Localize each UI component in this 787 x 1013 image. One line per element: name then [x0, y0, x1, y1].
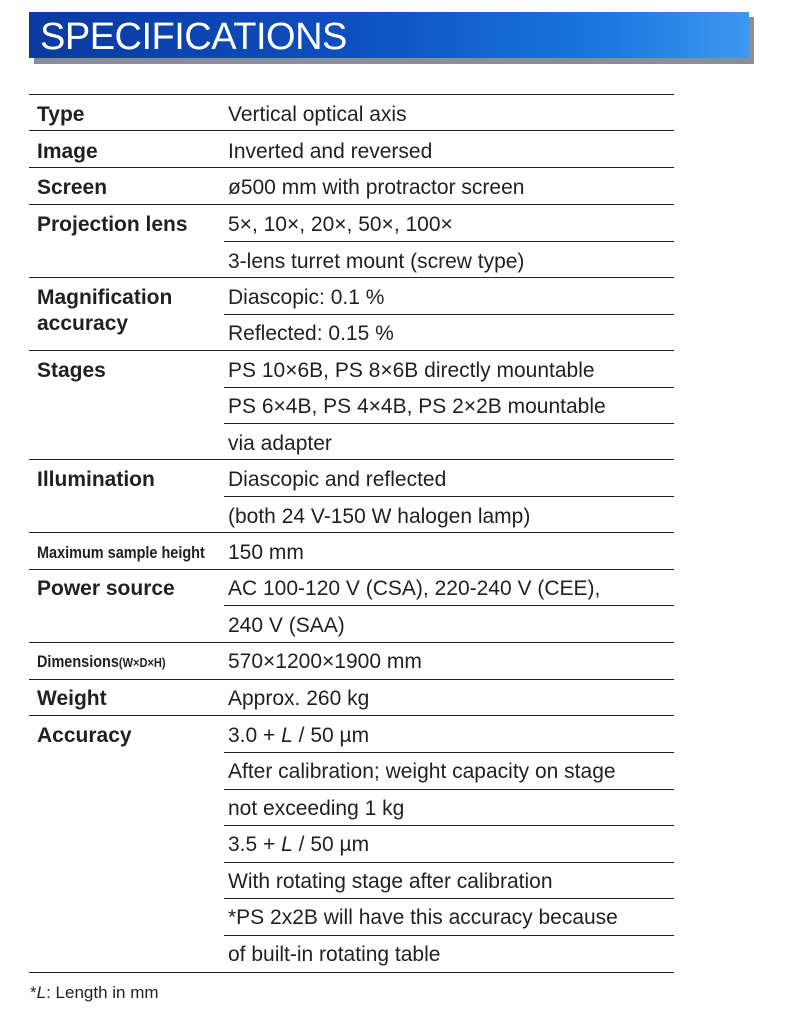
spec-label-magnification-line2: accuracy — [37, 312, 129, 335]
value-divider — [224, 752, 674, 753]
spec-value: 570×1200×1900 mm — [228, 650, 422, 673]
spec-value: PS 6×4B, PS 4×4B, PS 2×2B mountable — [228, 395, 606, 418]
spec-label-magnification: Magnification — [37, 286, 173, 309]
spec-value: 5×, 10×, 20×, 50×, 100× — [228, 213, 453, 236]
value-divider — [224, 496, 674, 497]
spec-value: (both 24 V-150 W halogen lamp) — [228, 505, 531, 528]
spec-value: Vertical optical axis — [228, 103, 407, 126]
spec-label-screen: Screen — [37, 176, 108, 199]
spec-label-weight: Weight — [37, 687, 107, 710]
footnote-text: : Length in mm — [46, 983, 159, 1002]
value-divider — [224, 605, 674, 606]
spec-label-power-source: Power source — [37, 577, 175, 600]
formula-variable: L — [281, 724, 293, 747]
spec-value: With rotating stage after calibration — [228, 870, 553, 893]
value-divider — [224, 825, 674, 826]
row-divider — [29, 350, 674, 351]
spec-value-accuracy-formula — [228, 833, 369, 857]
spec-label-dimensions — [37, 650, 166, 675]
footnote-star: * — [30, 983, 37, 1002]
row-divider — [29, 204, 674, 205]
formula-part: / 50 µm — [292, 724, 370, 747]
value-divider — [224, 789, 674, 790]
spec-value: 150 mm — [228, 541, 304, 564]
table-bottom-rule — [29, 972, 674, 973]
footnote — [30, 983, 159, 1003]
spec-value: 3-lens turret mount (screw type) — [228, 250, 525, 273]
value-divider — [224, 898, 674, 899]
dimensions-label-unit: (W×D×H) — [118, 655, 166, 670]
value-divider — [224, 314, 674, 315]
row-divider — [29, 532, 674, 533]
spec-label-max-sample-height: Maximum sample height — [37, 543, 205, 562]
spec-value-accuracy-formula — [228, 724, 369, 748]
spec-value: ø500 mm with protractor screen — [228, 176, 525, 199]
row-divider — [29, 130, 674, 131]
value-divider — [224, 935, 674, 936]
formula-part: / 50 µm — [292, 833, 370, 856]
page-title: SPECIFICATIONS — [40, 16, 347, 58]
spec-value: Diascopic: 0.1 % — [228, 286, 385, 309]
spec-label-accuracy: Accuracy — [37, 724, 132, 747]
value-divider — [224, 241, 674, 242]
value-divider — [224, 423, 674, 424]
row-divider — [29, 569, 674, 570]
row-divider — [29, 167, 674, 168]
spec-value: *PS 2x2B will have this accuracy because — [228, 906, 618, 929]
spec-value: of built-in rotating table — [228, 943, 441, 966]
row-divider — [29, 459, 674, 460]
spec-value: Diascopic and reflected — [228, 468, 447, 491]
spec-label-projection-lens: Projection lens — [37, 213, 188, 236]
row-divider — [29, 715, 674, 716]
spec-label-image: Image — [37, 140, 98, 163]
formula-variable: L — [281, 833, 293, 856]
spec-value: After calibration; weight capacity on stage — [228, 760, 616, 783]
spec-label-type: Type — [37, 103, 85, 126]
spec-value: AC 100-120 V (CSA), 220-240 V (CEE), — [228, 577, 601, 600]
spec-value: not exceeding 1 kg — [228, 797, 405, 820]
row-divider — [29, 679, 674, 680]
spec-label-illumination: Illumination — [37, 468, 155, 491]
footnote-variable: L — [36, 983, 47, 1002]
row-divider — [29, 642, 674, 643]
spec-value: Approx. 260 kg — [228, 687, 370, 710]
formula-part: 3.5 + — [228, 833, 282, 856]
value-divider — [224, 862, 674, 863]
spec-value: 240 V (SAA) — [228, 614, 345, 637]
value-divider — [224, 387, 674, 388]
spec-value: PS 10×6B, PS 8×6B directly mountable — [228, 359, 595, 382]
formula-part: 3.0 + — [228, 724, 282, 747]
dimensions-label-text: Dimensions — [37, 652, 119, 671]
spec-label-stages: Stages — [37, 359, 106, 382]
spec-value: via adapter — [228, 432, 332, 455]
spec-value: Reflected: 0.15 % — [228, 322, 394, 345]
row-divider — [29, 277, 674, 278]
table-top-rule — [29, 94, 674, 95]
spec-value: Inverted and reversed — [228, 140, 433, 163]
